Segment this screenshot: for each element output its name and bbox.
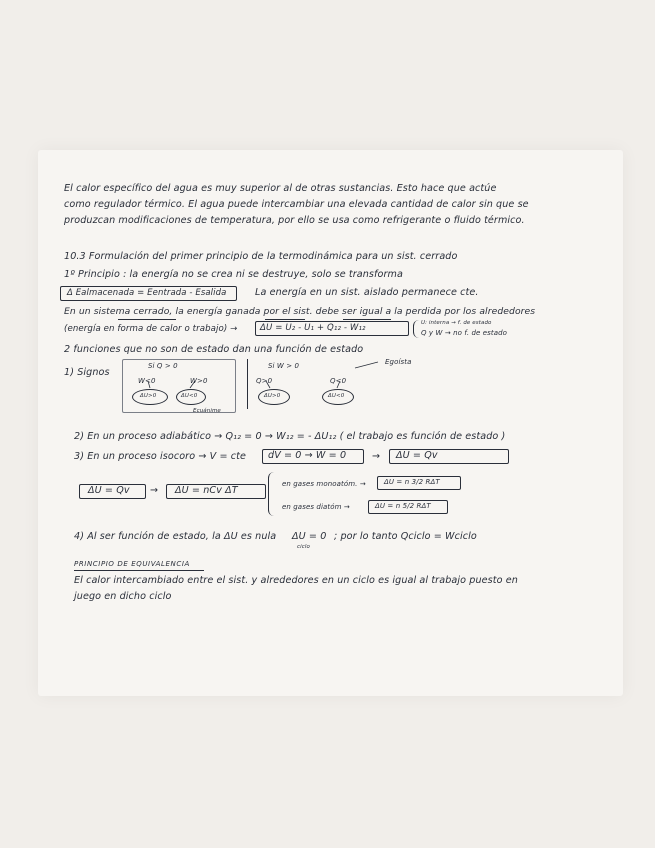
diatomic-label: en gases diatóm → — [282, 503, 350, 511]
du-ncv-box — [166, 484, 266, 499]
monoatomic-label: en gases monoatóm. → — [282, 480, 366, 488]
equivalence-heading: PRINCIPIO DE EQUIVALENCIA — [74, 560, 190, 568]
equivalence-line-1: El calor intercambiado entre el sist. y alrededores en un ciclo es igual al trabajo puesto en — [74, 575, 518, 586]
equivalence-heading-underline — [74, 570, 204, 571]
signs-left-du-pos: ΔU>0 — [140, 393, 157, 399]
signs-label: 1) Signos — [64, 367, 110, 378]
isochoric-arrow: → — [372, 451, 381, 462]
signs-right-q-neg: Q<0 — [330, 377, 347, 385]
signs-right-q-pos: Q>0 — [256, 377, 273, 385]
gases-brace — [268, 472, 276, 516]
intro-line-2: como regulador térmico. El agua puede intercambiar una elevada cantidad de calor sin que se — [64, 199, 529, 210]
cycle-conclusion: ; por lo tanto Qciclo = Wciclo — [334, 531, 477, 542]
diatomic-formula: ΔU = n 5/2 RΔT — [375, 502, 431, 510]
note-q-w: Q y W → no f. de estado — [421, 329, 508, 337]
cycle-subscript: ciclo — [297, 544, 310, 550]
intro-line-1: El calor específico del agua es muy superior al de otras sustancias. Esto hace que actúe — [64, 183, 497, 194]
signs-right-title: Si W > 0 — [268, 362, 300, 370]
first-principle: 1º Principio : la energía no se crea ni se destruye, solo se transforma — [64, 269, 403, 280]
du-arrow: → — [150, 485, 159, 496]
section-heading: 10.3 Formulación del primer principio de la termodinámica para un sist. cerrado — [64, 251, 458, 262]
du-qv-box — [79, 484, 146, 499]
egoist-caption: Egoísta — [385, 358, 412, 366]
closed-system-line-1: En un sistema cerrado, la energía ganada por el sist. debe ser igual a la perdida por los alrededores — [64, 306, 536, 317]
diatomic-box — [368, 500, 448, 514]
energy-balance-formula: Δ Ealmacenada = Eentrada - Esalida — [67, 288, 227, 298]
isolated-system-note: La energía en un sist. aislado permanece cte. — [255, 287, 479, 298]
signs-left-du-neg: ΔU<0 — [181, 393, 198, 399]
monoatomic-box — [377, 476, 461, 490]
isochoric-box-1 — [262, 449, 364, 464]
du-ncv-text: ΔU = nCv ΔT — [175, 485, 238, 496]
signs-left-title: Si Q > 0 — [148, 362, 178, 370]
isochoric-line: 3) En un proceso isocoro → V = cte — [74, 451, 246, 462]
monoatomic-formula: ΔU = n 3/2 RΔT — [384, 478, 440, 486]
note-internal-energy: U: interna → f. de estado — [421, 320, 492, 326]
cycle-paren-box: ΔU = 0 — [292, 531, 327, 542]
adiabatic-line: 2) En un proceso adiabático → Q₁₂ = 0 → W₁₂ = - ΔU₁₂ ( el trabajo es función de estado ) — [74, 431, 506, 442]
equivalence-line-2: juego en dicho ciclo — [74, 591, 172, 602]
intro-line-3: produzcan modificaciones de temperatura, por ello se usa como refrigerante o fluido térmico. — [64, 215, 525, 226]
delta-u-formula: ΔU = U₂ - U₁ + Q₁₂ - W₁₂ — [260, 323, 366, 333]
closed-system-line-2: (energía en forma de calor o trabajo) → — [64, 324, 238, 334]
signs-left-w-neg: W<0 — [138, 377, 156, 385]
state-functions-line: 2 funciones que no son de estado dan una función de estado — [64, 344, 364, 355]
signs-right-du-pos: ΔU>0 — [264, 393, 281, 399]
isochoric-box-1-text: dV = 0 → W = 0 — [268, 450, 347, 461]
isochoric-box-2 — [389, 449, 509, 464]
du-qv-text: ΔU = Qv — [88, 485, 130, 496]
signs-left-caption: Ecuánime — [193, 408, 221, 414]
signs-left-w-pos: W>0 — [190, 377, 208, 385]
isochoric-box-2-text: ΔU = Qv — [396, 450, 438, 461]
signs-right-du-neg: ΔU<0 — [328, 393, 345, 399]
cycle-line: 4) Al ser función de estado, la ΔU es nula — [74, 531, 277, 542]
